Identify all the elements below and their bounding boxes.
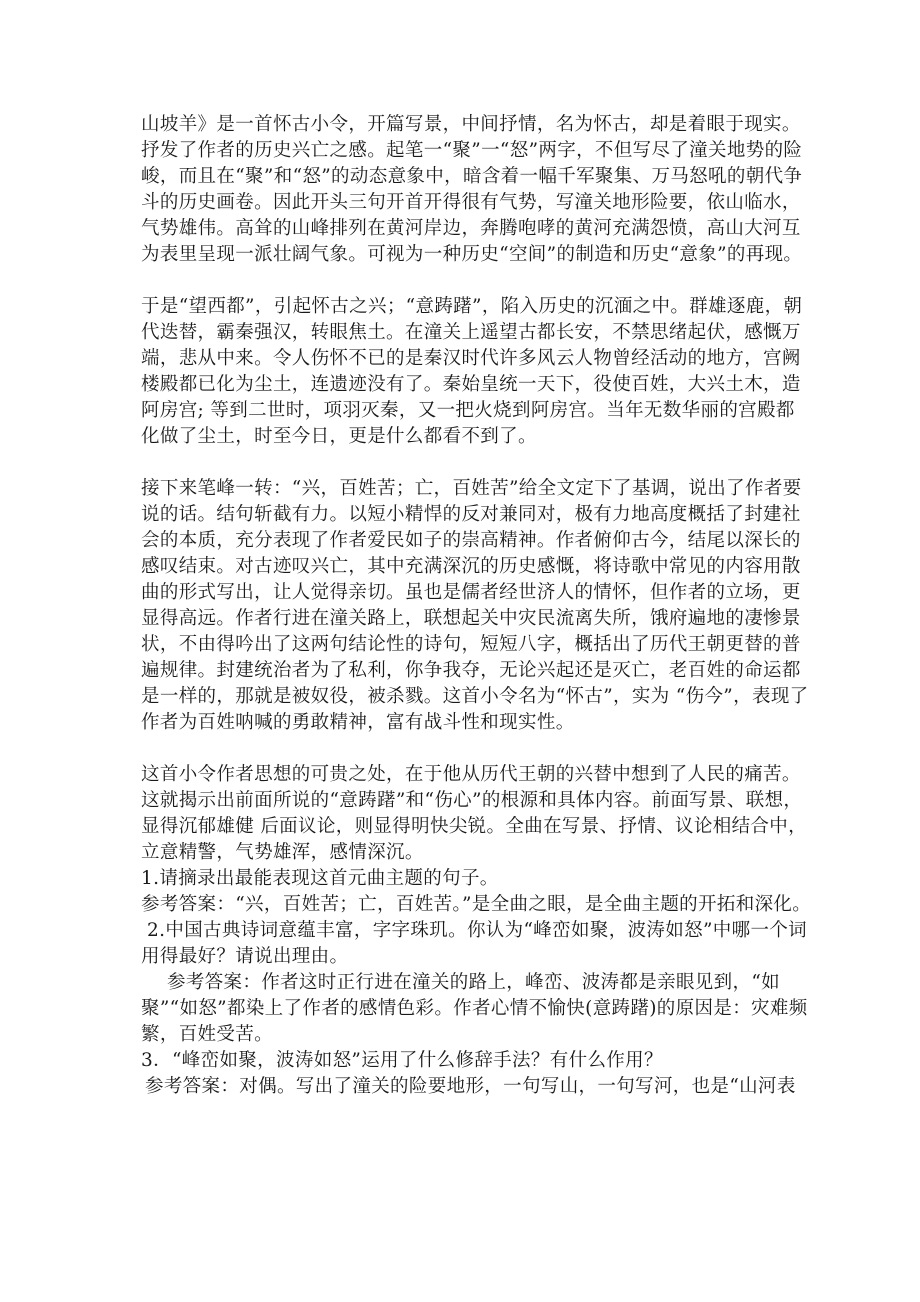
text-line: 为表里呈现一派壮阔气象。可视为一种历史“空间”的制造和历史“意象”的再现。 (141, 244, 803, 265)
paragraph-2 (141, 294, 803, 450)
text-line: 于是“望西都”，引起怀古之兴；“意踌躇”，陷入历史的沉湎之中。群雄逐鹿，朝 (141, 296, 803, 317)
question-2-continued: 用得最好？请说出理由。 (141, 946, 349, 967)
text-line: 化做了尘土，时至今日，更是什么都看不到了。 (141, 426, 537, 447)
document-page (141, 112, 812, 1100)
text-line: 感叹结束。对古迹叹兴亡，其中充满深沉的历史感慨，将诗歌中常见的内容用散 (141, 556, 801, 577)
text-line: 这首小令作者思想的可贵之处，在于他从历代王朝的兴替中想到了人民的痛苦。 (141, 764, 801, 785)
text-line: 作者为百姓呐喊的勇敢精神，富有战斗性和现实性。 (141, 712, 575, 733)
text-line: 端，悲从中来。令人伤怀不已的是秦汉时代许多风云人物曾经活动的地方，宫阙 (141, 348, 801, 369)
text-line: 状，不由得吟出了这两句结论性的诗句，短短八字，概括出了历代王朝更替的普 (141, 634, 801, 655)
question-2: 2.中国古典诗词意蕴丰富，字字珠玑。你认为“峰峦如聚，波涛如怒”中哪一个词 (147, 920, 808, 941)
paragraph-4 (141, 762, 812, 1100)
text-line: 显得沉郁雄健 后面议论，则显得明快尖锐。全曲在写景、抒情、议论相结合中， (141, 816, 807, 837)
text-line: 接下来笔峰一转：“兴，百姓苦；亡，百姓苦”给全文定下了基调，说出了作者要 (141, 478, 802, 499)
question-1: 1.请摘录出最能表现这首元曲主题的句子。 (141, 868, 499, 889)
answer-2: 参考答案：作者这时正行进在潼关的路上，峰峦、波涛都是亲眼见到，“如 (167, 972, 781, 993)
text-line: 峻，而且在“聚”和“怒”的动态意象中，暗含着一幅千军聚集、万马怒吼的朝代争 (141, 166, 803, 187)
paragraph-3 (141, 476, 809, 736)
text-line: 山坡羊》是一首怀古小令，开篇写景，中间抒情，名为怀古，却是着眼于现实。 (141, 114, 801, 135)
text-line: 显得高远。作者行进在潼关路上，联想起关中灾民流离失所，饿府遍地的凄惨景 (141, 608, 801, 629)
answer-1: 参考答案：“兴，百姓苦；亡，百姓苦。”是全曲之眼，是全曲主题的开拓和深化。 (141, 894, 812, 915)
text-line: 是一样的，那就是被奴役，被杀戮。这首小令名为“怀古”，实为 “伤今”，表现了 (141, 686, 809, 707)
text-line: 抒发了作者的历史兴亡之感。起笔一“聚”一“怒”两字，不但写尽了潼关地势的险 (141, 140, 803, 161)
paragraph-spacer (141, 268, 791, 294)
answer-2-continued: 聚”“如怒”都染上了作者的感情色彩。作者心情不愉快(意踌躇)的原因是：灾难频 (141, 998, 808, 1019)
text-line: 气势雄伟。高耸的山峰排列在黄河岸边，奔腾咆哮的黄河充满怨愤，高山大河互 (141, 218, 801, 239)
text-line: 这就揭示出前面所说的“意踌躇”和“伤心”的根源和具体内容。前面写景、联想， (141, 790, 803, 811)
paragraph-1 (141, 112, 803, 268)
question-3: 3．“峰峦如聚，波涛如怒”运用了什么修辞手法？有什么作用？ (141, 1050, 663, 1071)
text-line: 楼殿都已化为尘土，连遗迹没有了。秦始皇统一天下，役使百姓，大兴土木，造 (141, 374, 801, 395)
paragraph-spacer (141, 736, 791, 762)
answer-2-continued: 繁，百姓受苦。 (141, 1024, 273, 1045)
answer-3: 参考答案：对偶。写出了潼关的险要地形，一句写山，一句写河，也是“山河表 (145, 1076, 796, 1097)
text-line: 阿房宫; 等到二世时，项羽灭秦，又一把火烧到阿房宫。当年无数华丽的宫殿都 (141, 400, 795, 421)
text-line: 代迭替，霸秦强汉，转眼焦土。在潼关上遥望古都长安，不禁思绪起伏，感慨万 (141, 322, 801, 343)
paragraph-spacer (141, 450, 791, 476)
text-line: 说的话。结句斩截有力。以短小精悍的反对兼同对，极有力地高度概括了封建社 (141, 504, 801, 525)
text-line: 会的本质，充分表现了作者爱民如子的崇高精神。作者俯仰古今，结尾以深长的 (141, 530, 801, 551)
text-line: 遍规律。封建统治者为了私利，你争我夺，无论兴起还是灭亡，老百姓的命运都 (141, 660, 801, 681)
text-line: 曲的形式写出，让人觉得亲切。虽也是儒者经世济人的情怀，但作者的立场，更 (141, 582, 801, 603)
text-line: 斗的历史画卷。因此开头三句开首开得很有气势，写潼关地形险要，依山临水， (141, 192, 801, 213)
text-line: 立意精警，气势雄浑，感情深沉。 (141, 842, 424, 863)
